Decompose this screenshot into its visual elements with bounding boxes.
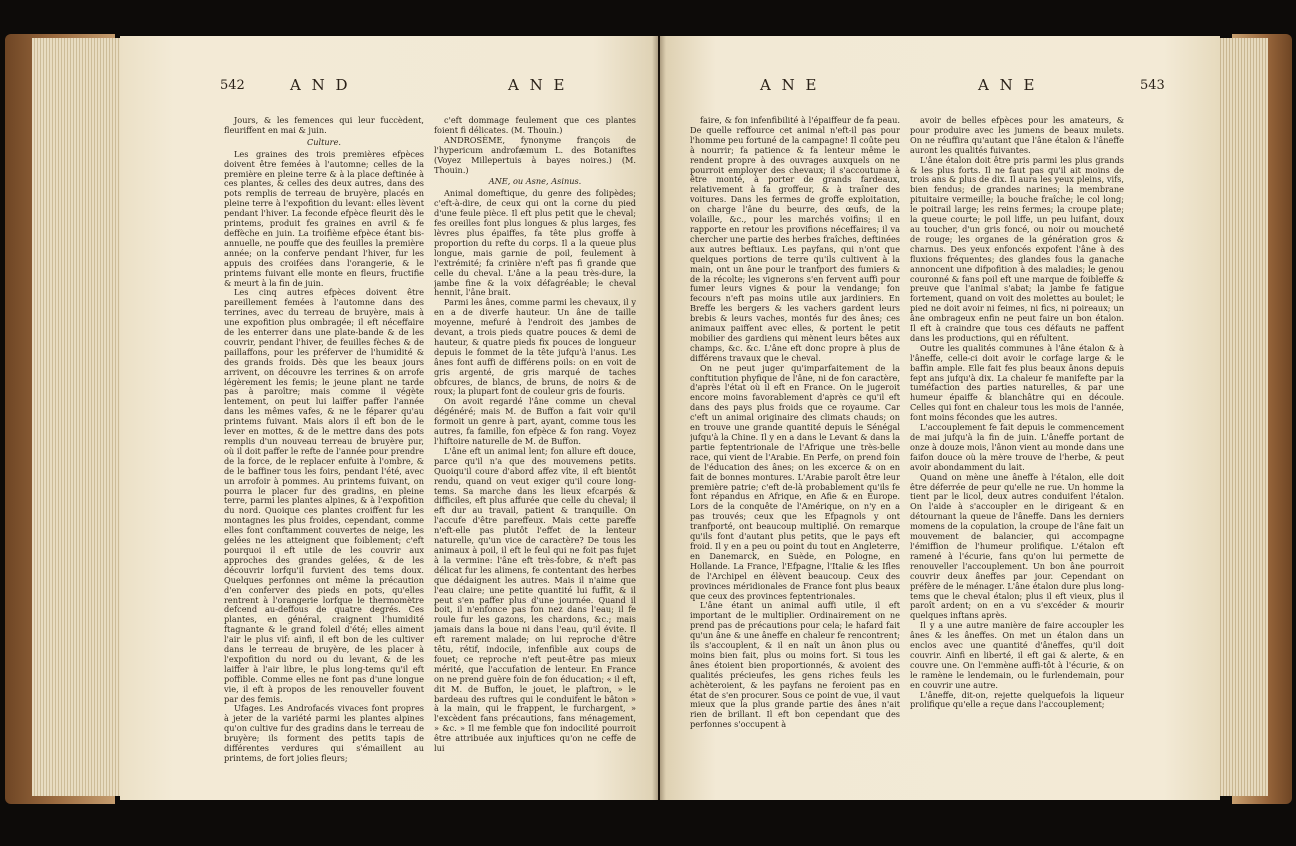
paragraph: Ufages. Les Androfacés vivaces font propres à jeter de la variété parmi les plantes alpines qu'on cultive fur des gradins dans le terreau de bruyère; ils forment des petits tapis de différentes verdures qui s'émaillent au printems, de fort jolies fleurs; — [224, 703, 424, 763]
book-gutter — [652, 36, 666, 800]
paragraph: L'âne eft un animal lent; fon allure eft douce, parce qu'il n'a que des mouvemens petits. Quoiqu'il coure d'abord affez vîte, il eft bientôt rendu, quand on veut exiger qu'il coure long-tems. Sa marche dans les lieux efcarpés & difficiles, eft plus affurée que celle du cheval; il eft dur au travail, patient & tranquille. On l'accufe d'être pareffeux. Mais cette pareffe n'eft-elle pas plutôt l'effet de la lenteur naturelle, qu'un vice de caractère? De tous les animaux à poil, il eft le feul qui ne foit pas fujet à la vermine: l'âne eft très-fobre, & n'eft pas délicat fur les alimens, fe contentant des herbes que dédaignent les autres. Mais il n'aime que l'eau claire; une petite quantité lui fuffit, & il peut s'en paffer plus d'une journée. Quand il boit, il n'enfonce pas fon nez dans l'eau; il fe roule fur les gazons, les chardons, &c.; mais jamais dans la boue ni dans l'eau, qu'il évite. Il eft rarement malade; on lui reproche d'être têtu, rétif, indocile, infenfible aux coups de fouet; ce reproche n'eft peut-être pas mieux mérité, que l'accufation de lenteur. En France on ne prend guère foin de fon éducation; « il eft, dit M. de Buffon, le jouet, le plaftron, » le bardeau des ruftres qui le conduifent le bâton » à la main, qui le frappent, le furchargent, » l'excèdent fans précautions, fans ménagement, » &c. » Il me femble que fon indocilité pourroit être attribuée aux injuftices qu'on ne ceffe de lui — [434, 445, 636, 754]
paragraph: L'âne étant un animal auffi utile, il eft important de le multiplier. Ordinairement on ne prend pas de précautions pour cela; le hafard fait qu'un âne & une âneffe en chaleur fe rencontrent; ils s'accouplent, & il en naît un ânon plus ou moins bien fait, plus ou moins fort. Si tous les ânes étoient bien proportionnés, & avoient des qualités précieufes, les gens riches feuls les achèteroient, & les payfans ne feroient pas en état de s'en procurer. Sous ce point de vue, il vaut mieux que la plus grande partie des ânes n'ait rien de brillant. Il eft bon cependant que des perfonnes s'occupent à — [690, 600, 900, 730]
running-head-left: A N E — [760, 76, 820, 94]
section-heading: ANE, ou Asne, Asinus. — [488, 176, 582, 187]
paragraph: L'âne étalon doit être pris parmi les plus grands & les plus forts. Il ne faut pas qu'il ait moins de trois ans & plus de dix. Il aura les yeux pleins, vifs, bien fendus; de grandes narines; la membrane pituitaire vermeille; la bouche fraîche; le col long; le poitrail large; les reins fermes; la croupe plate; la queue courte; le poil liffe, un peu luifant, doux au toucher, d'un gris foncé, ou noir ou moucheté de rouge; les organes de la génération gros & charnus. Des yeux enfoncés expofent l'âne à des fluxions fréquentes; des glandes fous la ganache annoncent une difpofition à des maladies; le genou couronné & fans poil eft une marque de foibleffe & preuve que l'animal s'abat; la jambe fe fatigue fortement, quand on voit des molettes au boulet; le pied ne doit avoir ni feimes, ni fics, ni poireaux; un âne ombrageux enfin ne peut faire un bon étalon. Il eft à craindre que tous ces défauts ne paffent dans les productions, qui en réfultent. — [910, 154, 1124, 343]
paragraph: faire, & fon infenfibilité à l'épaiffeur de fa peau. De quelle reffource cet animal n'eft-il pas pour l'homme peu fortuné de la campagne! Il coûte peu à nourrir; fa patience & fa lenteur même le rendent propre à des ouvrages auxquels on ne pourroit employer des chevaux; il s'accoutume à être monté, à porter de grands fardeaux, relativement à fa groffeur, & à traîner des voitures. Dans les fermes de groffe exploitation, on charge l'âne du beurre, des œufs, de la volaille, &c., pour les marchés voifins; il en rapporte en retour les provifions néceffaires; il va chercher une partie des herbes fraîches, deftinées aux autres beftiaux. Les payfans, qui n'ont que quelques portions de terre qu'ils cultivent à la main, ont un âne pour le tranfport des fumiers & de la récolte; les vignerons s'en fervent auffi pour fumer leurs vignes & pour la vendange; fon fecours n'eft pas moins utile aux jardiniers. En Breffe les bergers & les vachers gardent leurs brebis & leurs vaches, montés fur des ânes; ces animaux paiffent avec elles, & portent le petit mobilier des gardiens qui mènent leurs bêtes aux champs, &c. &c. L'âne eft donc propre à plus de différens travaux que le cheval. — [690, 116, 900, 363]
running-head-right: A N E — [978, 76, 1038, 94]
paragraph: L'accouplement fe fait depuis le commencement de mai jufqu'à la fin de juin. L'âneffe portant de onze à douze mois, l'ânon vient au monde dans une faifon douce où la mère trouve de l'herbe, & peut avoir abondamment du lait. — [910, 422, 1124, 472]
paragraph: ANDROSÈME, fynonyme françois de l'hypericum androfæmum L. des Botaniftes (Voyez Millepertuis à bayes noires.) (M. Thouin.) — [434, 134, 636, 175]
paragraph: Quand on mène une âneffe à l'étalon, elle doit être déferrée de peur qu'elle ne rue. Un homme la tient par le licol, deux autres conduifent l'étalon. On l'aide à s'accoupler en le dirigeant & en détournant la queue de l'âneffe. Dans les derniers momens de la copulation, la croupe de l'âne fait un mouvement de balancier, qui accompagne l'émiffion de l'humeur prolifique. L'étalon eft ramené à l'écurie, fans qu'on lui permette de renouveller l'accouplement. Un bon âne pourroit couvrir deux âneffes par jour. Cependant on préfère de le ménager. L'âne étalon dure plus long-tems que le cheval étalon; plus il eft vieux, plus il paroît ardent; on en a vu s'excéder & mourir quelques inftans après. — [910, 471, 1124, 621]
section-heading: Culture. — [306, 136, 342, 147]
paragraph: On avoit regardé l'âne comme un cheval dégénéré; mais M. de Buffon a fait voir qu'il formoit un genre à part, ayant, comme tous les autres, fa famille, fon efpèce & fon rang. Voyez l'hiftoire naturelle de M. de Buffon. — [434, 396, 636, 446]
paragraph: Les graines des trois premières efpèces doivent être femées à l'automne; celles de la première en pleine terre & à la place deftinée à ces plantes, & celles des deux autres, dans des pots remplis de terreau de bruyère, placés en pleine terre à l'expofition du levant: elles lèvent pendant l'hiver. La feconde efpèce fleurit dès le printems, produit fes graines en avril & fe deffèche en juin. La troifième efpèce étant bis-annuelle, ne pouffe que des feuilles la première année; on la conferve pendant l'hiver, fur les appuis des croifées dans l'orangerie, & le printems fuivant elle monte en fleurs, fructifie & meurt à la fin de juin. — [224, 148, 424, 288]
page-edges-left — [32, 38, 124, 796]
paragraph: c'eft dommage feulement que ces plantes foient fi délicates. (M. Thouin.) — [434, 116, 636, 135]
paragraph: L'âneffe, dit-on, rejette quelquefois la liqueur prolifique qu'elle a reçue dans l'accouplement; — [910, 689, 1124, 710]
paragraph: On ne peut juger qu'imparfaitement de la conftitution phyfique de l'âne, ni de fon caractère, d'après l'état où il eft en France. On le jugeroit encore moins favorablement d'après ce qu'il eft dans des pays plus froids que ce royaume. Car c'eft un animal originaire des climats chauds; on en trouve une grande quantité depuis le Sénégal jufqu'à la Chine. Il y en a dans le Levant & dans la partie feptentrionale de l'Afrique une très-belle race, qui vient de l'Arabie. En Perfe, on prend foin de l'éducation des ânes; on les excerce & on en fait de bonnes montures. L'Arabie paroît être leur première patrie; c'eft de-là probablement qu'ils fe font répandus en Afrique, en Afie & en Europe. Lors de la conquête de l'Amérique, on n'y en a pas trouvés; ceux que les Efpagnols y ont tranfporté, ont beaucoup multiplié. On remarque qu'ils font d'autant plus petits, que le pays eft froid. Il y en a peu ou point du tout en Angleterre, en Danemarck, en Suède, en Pologne, en Hollande. La France, l'Efpagne, l'Italie & les Ifles de l'Archipel en élèvent beaucoup. Ceux des provinces méridionales de France font plus beaux que ceux des provinces feptentrionales. — [690, 362, 900, 601]
running-head-left: A N D — [290, 76, 351, 94]
left-page — [120, 36, 658, 800]
paragraph: Animal domeftique, du genre des folipèdes; c'eft-à-dire, de ceux qui ont la corne du pied d'une feule pièce. Il eft plus petit que le cheval; fes oreilles font plus longues & plus larges, fes lèvres plus épaiffes, fa tête plus groffe à proportion du refte du corps. Il a la queue plus longue, mais garnie de poil, feulement à l'extrémité; fa crinière n'eft pas fi grande que celle du cheval. L'âne a la peau très-dure, la jambe fine & la voix défagréable; le cheval hennit, l'âne brait. — [434, 188, 636, 298]
paragraph: Jours, & les femences qui leur fuccèdent, fleuriffent en mai & juin. — [224, 116, 424, 135]
paragraph: avoir de belles efpèces pour les amateurs, & pour produire avec les jumens de beaux mulets. On ne réuffira qu'autant que l'âne étalon & l'âneffe auront les qualités fuivantes. — [910, 116, 1124, 155]
page-edges-right — [1218, 38, 1268, 796]
paragraph: Outre les qualités communes à l'âne étalon & à l'âneffe, celle-ci doit avoir le corfage large & le baffin ample. Elle fait fes plus beaux ânons depuis fept ans jufqu'à dix. La chaleur fe manifefte par la tuméfaction des parties naturelles, & par une humeur épaiffe & blanchâtre qui en découle. Celles qui font en chaleur tous les mois de l'année, font moins fécondes que les autres. — [910, 342, 1124, 423]
page-number: 542 — [220, 78, 245, 93]
text-column-1 — [224, 116, 424, 796]
paragraph: Parmi les ânes, comme parmi les chevaux, il y en a de diverfe hauteur. Un âne de taille moyenne, mefuré à l'endroit des jambes de devant, a trois pieds quatre pouces & demi de hauteur, & quatre pieds fix pouces de longueur depuis le fommet de la tête jufqu'à l'anus. Les ânes font auffi de différens poils: on en voit de gris argenté, de gris marqué de taches obfcures, de blancs, de bruns, de noirs & de roux; la plupart font de couleur gris de fouris. — [434, 297, 636, 397]
page-number: 543 — [1140, 78, 1165, 93]
paragraph: Il y a une autre manière de faire accoupler les ânes & les âneffes. On met un étalon dans un enclos avec une quantité d'âneffes, qu'il doit couvrir. Ainfi en liberté, il eft gai & alerte, & en couvre une. On l'emmène auffi-tôt à l'écurie, & on le ramène le lendemain, ou le furlendemain, pour en couvrir une autre. — [910, 620, 1124, 690]
text-column-2 — [910, 116, 1124, 796]
paragraph: Les cinq autres efpèces doivent être pareillement femées à l'automne dans des terrines, avec du terreau de bruyère, mais à une expofition plus ombragée; il eft néceffaire de les enterrer dans une plate-bande & de les couvrir, pendant l'hiver, de feuilles fèches & de paillaffons, pour les préferver de l'humidité & des grands froids. Dès que les beaux jours arrivent, on découvre les terrines & on arrofe légèrement les femis; le jeune plant ne tarde pas à paroître; mais comme il végète lentement, on peut lui laiffer paffer l'année dans les mêmes vafes, & ne le féparer qu'au printems fuivant. Mais alors il eft bon de le lever en mottes, & de le mettre dans des pots remplis d'un nouveau terreau de bruyère pur, où il doit paffer le refte de l'année pour prendre de la force, de le replacer enfuite à l'ombre, & de le baffiner tous les foirs, pendant l'été, avec un arrofoir à pommes. Au printems fuivant, on pourra le placer fur des gradins, en pleine terre, parmi les plantes alpines, & à l'expofition du nord. Quoique ces plantes croiffent fur les montagnes les plus froides, cependant, comme elles font conftamment couvertes de neige, les gelées ne les atteignent que foiblement; c'eft pourquoi il eft utile de les couvrir aux approches des grandes gelées, & de les découvrir lorfqu'il furvient des tems doux. Quelques perfonnes ont même la précaution d'en conferver des pieds en pots, qu'elles rentrent à l'orangerie lorfque le thermomètre defcend au-deffous de quatre degrés. Ces plantes, en général, craignent l'humidité ftagnante & le grand foleil d'été; elles aiment l'air le plus vif: ainfi, il eft bon de les cultiver dans le terreau de bruyère, de les placer à l'expofition du nord ou du levant, & de les laiffer à l'air libre, le plus long-tems qu'il eft poffible. Comme elles ne font pas d'une longue vie, il eft à propos de les renouveller fouvent par des femis. — [224, 287, 424, 704]
running-head-right: A N E — [508, 76, 568, 94]
text-column-1 — [690, 116, 900, 796]
text-column-2 — [434, 116, 636, 796]
right-page — [660, 36, 1220, 800]
